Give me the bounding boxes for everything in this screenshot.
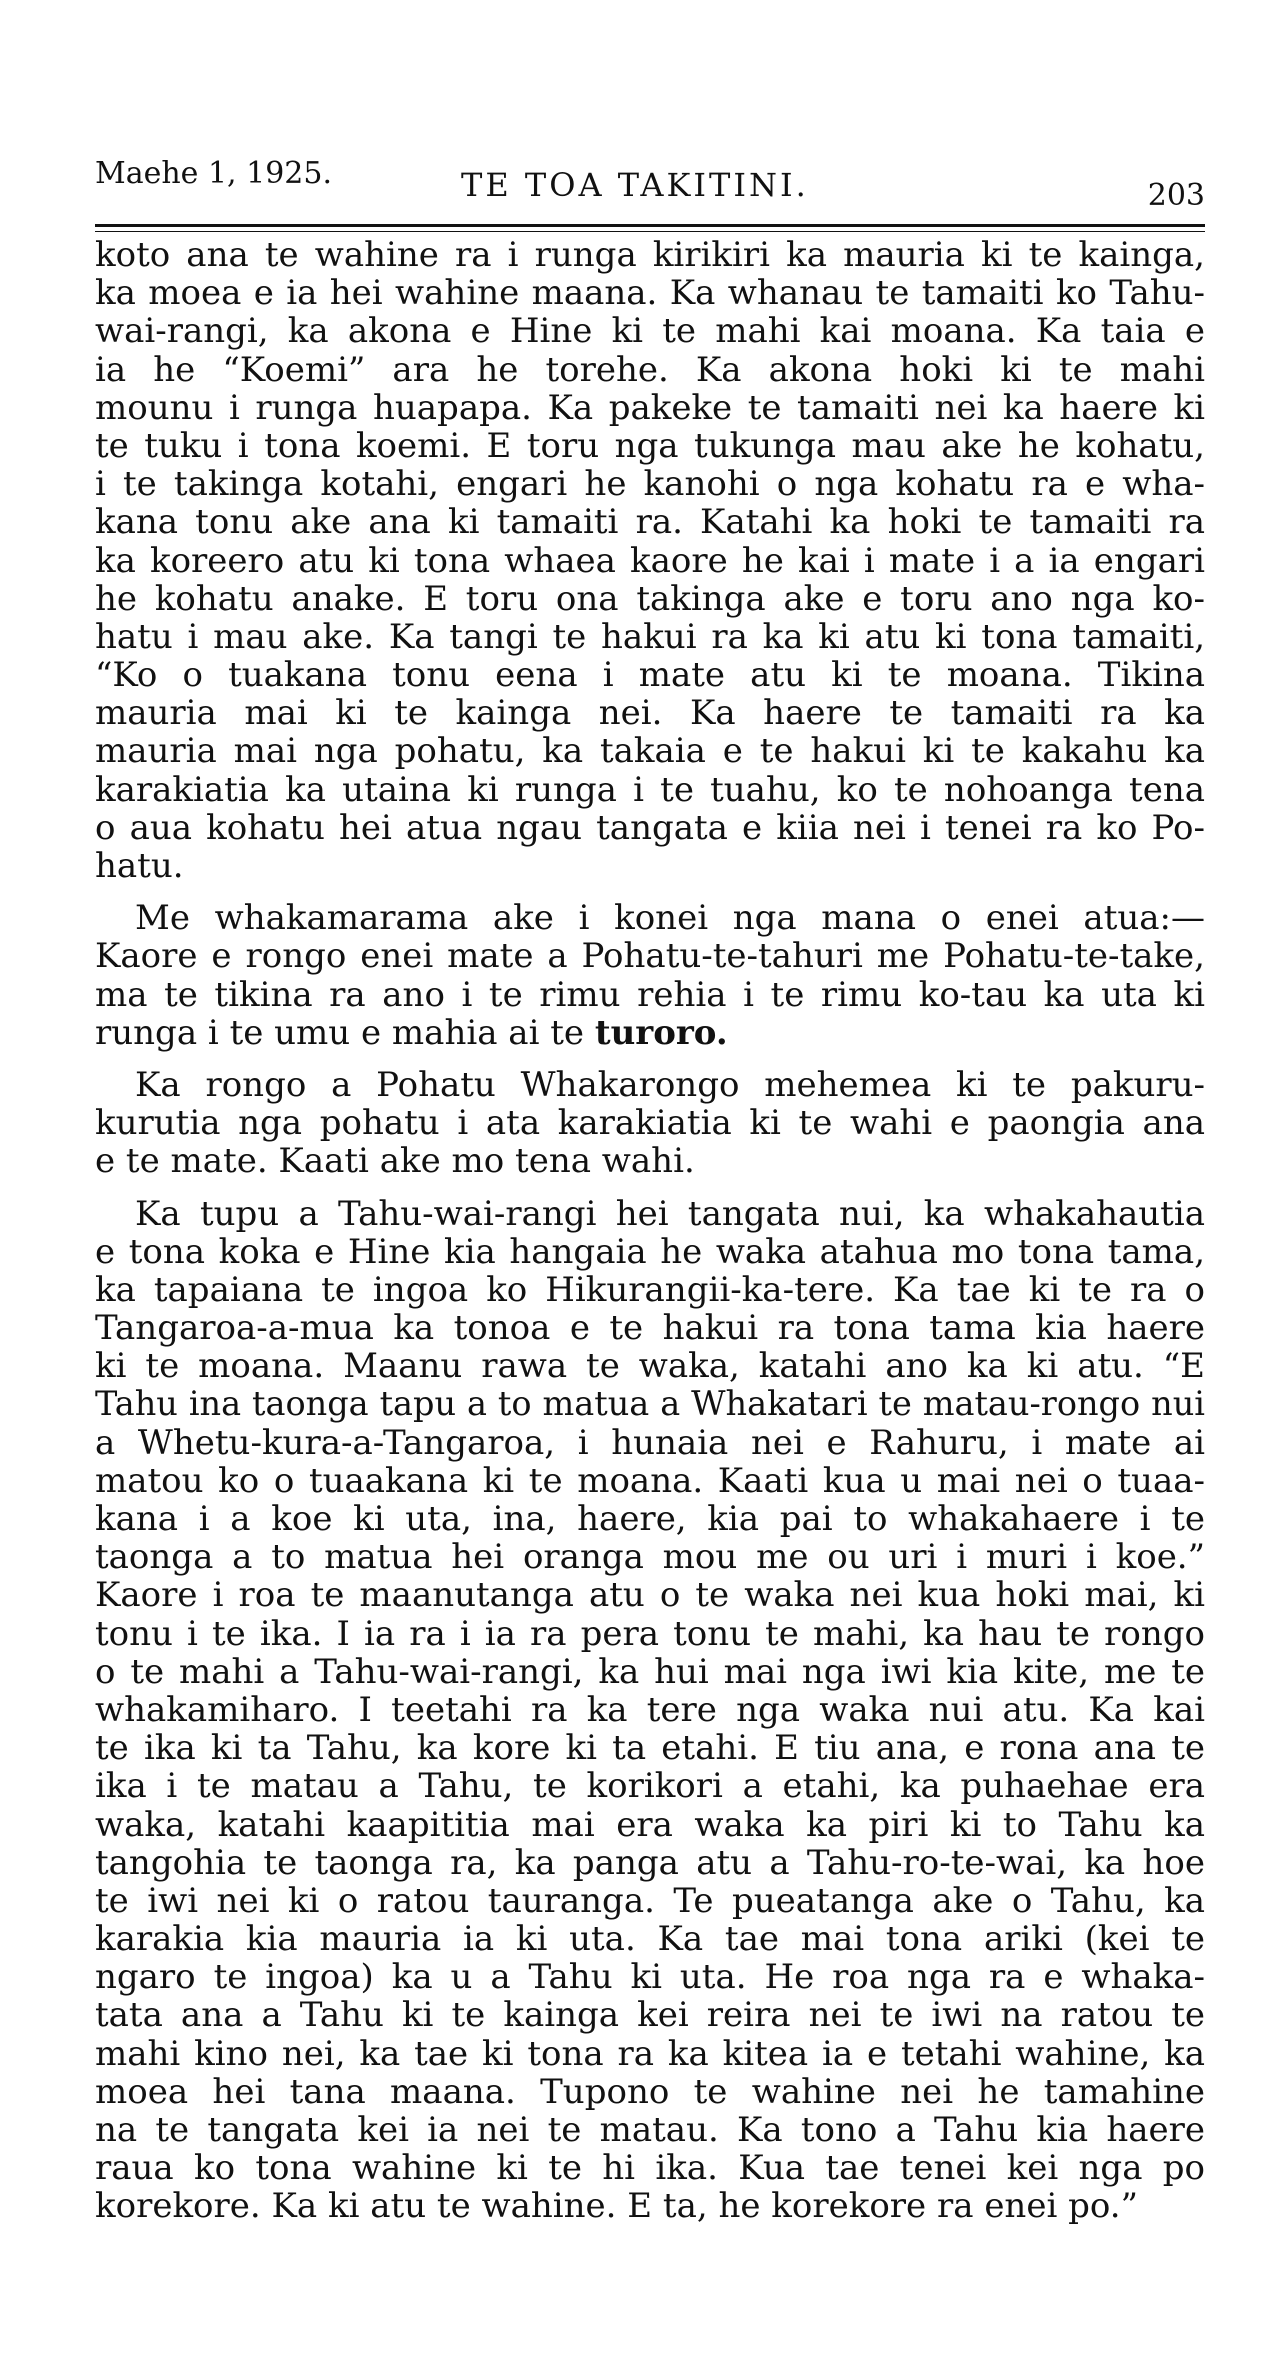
emphasis-word: turoro. bbox=[594, 1012, 728, 1053]
text-line: ia he “Koemi” ara he torehe. Ka akona hoki ki te mahi bbox=[95, 349, 1205, 390]
text-line: karakia kia mauria ia ki uta. Ka tae mai tona ariki (kei te bbox=[95, 1919, 1205, 1960]
paragraph bbox=[95, 236, 1205, 885]
text-line: “Ko o tuakana tonu eena i mate atu ki te moana. Tikina bbox=[95, 655, 1205, 696]
text-line: kana i a koe ki uta, ina, haere, kia pai to whakahaere i te bbox=[95, 1499, 1205, 1539]
paragraph bbox=[95, 1066, 1205, 1181]
text-line: koto ana te wahine ra i runga kirikiri ka mauria ki te kainga, bbox=[95, 235, 1205, 275]
paragraph bbox=[95, 1195, 1205, 2226]
text-line: Kaore e rongo enei mate a Pohatu-te-tahuri me Pohatu-te-take, bbox=[95, 936, 1205, 977]
text-line: karakiatia ka utaina ki runga i te tuahu, ko te nohoanga tena bbox=[95, 769, 1205, 810]
text-line: te ika ki ta Tahu, ka kore ki ta etahi. E tiu ana, e rona ana te bbox=[95, 1728, 1205, 1769]
text-line: kurutia nga pohatu i ata karakiatia ki te wahi e paongia ana bbox=[95, 1103, 1205, 1144]
text-line: o te mahi a Tahu-wai-rangi, ka hui mai nga iwi kia kite, me te bbox=[95, 1651, 1205, 1692]
text-line bbox=[95, 1014, 1205, 1052]
text-line: kana tonu ake ana ki tamaiti ra. Katahi ka hoki te tamaiti ra bbox=[95, 502, 1205, 543]
text-line: korekore. Ka ki atu te wahine. E ta, he korekore ra enei po.” bbox=[95, 2186, 1138, 2227]
text-line: na te tangata kei ia nei te matau. Ka tono a Tahu kia haere bbox=[95, 2110, 1205, 2150]
text-line: ma te tikina ra ano i te rimu rehia i te rimu ko-tau ka uta ki bbox=[95, 974, 1205, 1015]
text-line: moea hei tana maana. Tupono te wahine nei he tamahine bbox=[95, 2071, 1205, 2112]
paragraph bbox=[95, 899, 1205, 1052]
header-rule-thin bbox=[95, 231, 1205, 232]
text-line: o aua kohatu hei atua ngau tangata e kiia nei i tenei ra ko Po- bbox=[95, 807, 1205, 848]
text-line: ka koreero atu ki tona whaea kaore he kai i mate i a ia engari bbox=[95, 540, 1205, 581]
text-line: ka tapaiana te ingoa ko Hikurangii-ka-tere. Ka tae ki te ra o bbox=[95, 1269, 1205, 1310]
header-date: Maehe 1, 1925. bbox=[95, 156, 333, 191]
text-line: e te mate. Kaati ake mo tena wahi. bbox=[95, 1141, 695, 1182]
line-text: runga i te umu e mahia ai te bbox=[95, 1012, 585, 1053]
text-line: te tuku i tona koemi. E toru nga tukunga mau ake he kohatu, bbox=[95, 425, 1205, 466]
page-number: 203 bbox=[1147, 178, 1205, 213]
text-line: raua ko tona wahine ki te hi ika. Kua tae tenei kei nga po bbox=[95, 2148, 1205, 2189]
text-line: mounu i runga huapapa. Ka pakeke te tamaiti nei ka haere ki bbox=[95, 387, 1205, 428]
paragraph-gap bbox=[95, 1052, 1205, 1066]
text-line: Ka rongo a Pohatu Whakarongo mehemea ki te pakuru- bbox=[135, 1064, 1205, 1105]
text-line: te iwi nei ki o ratou tauranga. Te pueatanga ake o Tahu, ka bbox=[95, 1880, 1205, 1921]
running-header bbox=[95, 148, 1205, 213]
text-line: Kaore i roa te maanutanga atu o te waka nei kua hoki mai, ki bbox=[95, 1575, 1205, 1616]
text-line: ika i te matau a Tahu, te korikori a etahi, ka puhaehae era bbox=[95, 1766, 1205, 1807]
body-text bbox=[95, 236, 1205, 2226]
text-line: ka moea e ia hei wahine maana. Ka whanau te tamaiti ko Tahu- bbox=[95, 273, 1205, 314]
text-line: he kohatu anake. E toru ona takinga ake e toru ano nga ko- bbox=[95, 578, 1205, 619]
text-line: mauria mai nga pohatu, ka takaia e te hakui ki te kakahu ka bbox=[95, 731, 1205, 772]
text-line: tangohia te taonga ra, ka panga atu a Tahu-ro-te-wai, ka hoe bbox=[95, 1842, 1205, 1883]
text-line: hatu. bbox=[95, 846, 184, 886]
text-line: mahi kino nei, ka tae ki tona ra ka kitea ia e tetahi wahine, ka bbox=[95, 2033, 1205, 2074]
header-rule-thick bbox=[95, 224, 1205, 227]
text-line: Tangaroa-a-mua ka tonoa e te hakui ra tona tama kia haere bbox=[95, 1308, 1205, 1349]
text-line: taonga a to matua hei oranga mou me ou uri i muri i koe.” bbox=[95, 1537, 1205, 1578]
text-line: whakamiharo. I teetahi ra ka tere nga waka nui atu. Ka kai bbox=[95, 1689, 1205, 1730]
text-line: tata ana a Tahu ki te kainga kei reira nei te iwi na ratou te bbox=[95, 1995, 1205, 2036]
text-line: ngaro te ingoa) ka u a Tahu ki uta. He roa nga ra e whaka- bbox=[95, 1957, 1205, 1998]
text-line: Ka tupu a Tahu-wai-rangi hei tangata nui, ka whakahautia bbox=[135, 1193, 1205, 1234]
text-line: e tona koka e Hine kia hangaia he waka atahua mo tona tama, bbox=[95, 1231, 1205, 1272]
text-line: waka, katahi kaapititia mai era waka ka piri ki to Tahu ka bbox=[95, 1804, 1205, 1845]
text-line: tonu i te ika. I ia ra i ia ra pera tonu te mahi, ka hau te rongo bbox=[95, 1613, 1205, 1654]
text-line: mauria mai ki te kainga nei. Ka haere te tamaiti ra ka bbox=[95, 693, 1205, 734]
text-line: i te takinga kotahi, engari he kanohi o nga kohatu ra e wha- bbox=[95, 464, 1205, 505]
text-line: matou ko o tuaakana ki te moana. Kaati kua u mai nei o tuaa- bbox=[95, 1460, 1205, 1501]
paragraph-gap bbox=[95, 1181, 1205, 1195]
paragraph-gap bbox=[95, 885, 1205, 899]
text-line: Tahu ina taonga tapu a to matua a Whakatari te matau-rongo nui bbox=[95, 1384, 1205, 1424]
text-line: Me whakamarama ake i konei nga mana o enei atua:— bbox=[135, 898, 1205, 939]
text-line: hatu i mau ake. Ka tangi te hakui ra ka ki atu ki tona tamaiti, bbox=[95, 616, 1205, 657]
text-line: wai-rangi, ka akona e Hine ki te mahi kai moana. Ka taia e bbox=[95, 311, 1205, 352]
text-line: ki te moana. Maanu rawa te waka, katahi ano ka ki atu. “E bbox=[95, 1346, 1205, 1387]
header-title: TE TOA TAKITINI. bbox=[461, 166, 809, 204]
text-line: a Whetu-kura-a-Tangaroa, i hunaia nei e Rahuru, i mate ai bbox=[95, 1422, 1205, 1463]
